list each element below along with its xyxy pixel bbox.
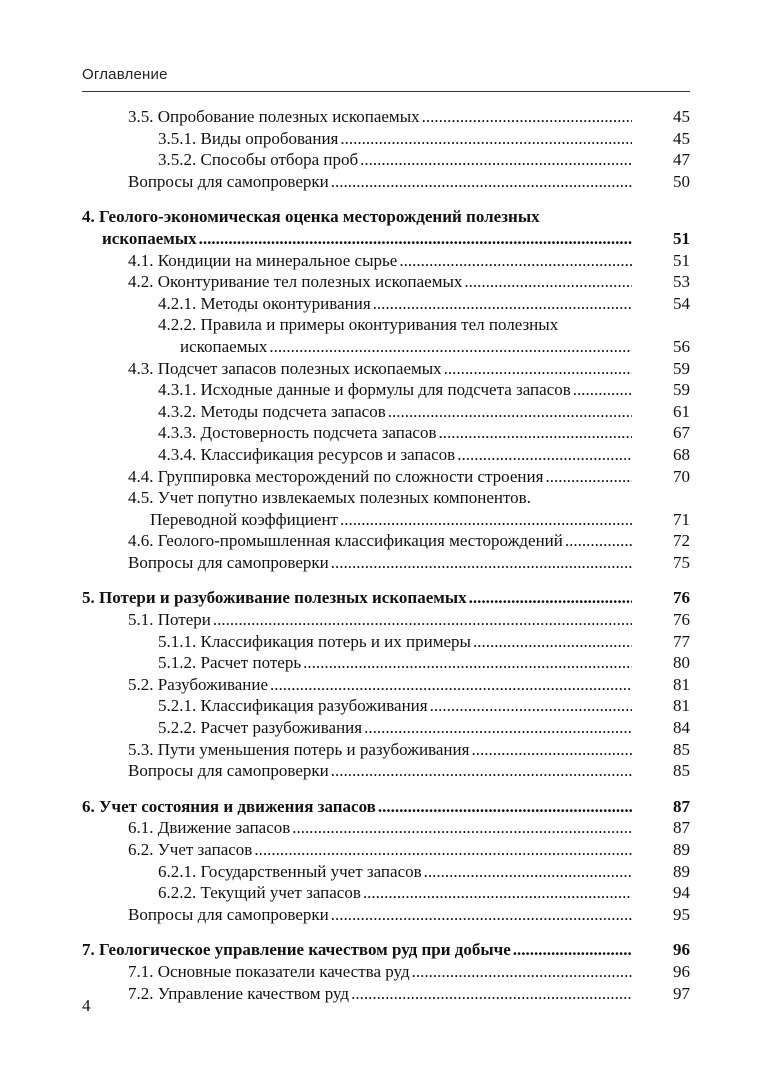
toc-entry[interactable] xyxy=(82,314,690,357)
toc-entry-page: 59 xyxy=(673,358,690,378)
running-header: Оглавление xyxy=(82,66,168,83)
toc-entry-page: 77 xyxy=(673,631,690,651)
toc-entry-title: 6.1. Движение запасов xyxy=(128,818,291,838)
toc-entry-title: 7. Геологическое управление качеством руд при добыче xyxy=(82,940,511,960)
toc-entry[interactable] xyxy=(82,466,690,488)
toc-entry-title: 4.3.1. Исходные данные и формулы для подсчета запасов xyxy=(158,380,571,400)
toc-entry-title: 5.2.1. Классификация разубоживания xyxy=(158,696,428,716)
table-of-contents xyxy=(82,106,690,1004)
dot-leader xyxy=(373,293,632,315)
dot-leader xyxy=(412,961,632,983)
toc-entry[interactable] xyxy=(82,206,690,249)
toc-entry-page: 94 xyxy=(673,883,690,903)
dot-leader xyxy=(378,796,632,818)
toc-entry-title: ископаемых xyxy=(102,228,197,248)
dot-leader xyxy=(270,674,632,696)
header-divider xyxy=(82,91,690,92)
toc-entry[interactable] xyxy=(82,631,690,653)
toc-entry[interactable] xyxy=(82,739,690,761)
toc-entry-title: 5.1.2. Расчет потерь xyxy=(158,653,302,673)
toc-entry[interactable] xyxy=(82,149,690,171)
toc-entry-page: 51 xyxy=(673,250,690,270)
toc-entry[interactable] xyxy=(82,817,690,839)
toc-entry-title: 4.2. Оконтуривание тел полезных ископаемых xyxy=(128,272,463,292)
toc-entry-title: 4.1. Кондиции на минеральное сырье xyxy=(128,250,398,270)
dot-leader xyxy=(545,466,632,488)
dot-leader xyxy=(360,149,632,171)
toc-entry[interactable] xyxy=(82,796,690,818)
toc-entry[interactable] xyxy=(82,695,690,717)
toc-entry-title: 4.3.2. Методы подсчета запасов xyxy=(158,401,386,421)
dot-leader xyxy=(438,422,632,444)
toc-entry-title-line1: 4.5. Учет попутно извлекаемых полезных компонентов. xyxy=(128,488,531,508)
toc-entry-title: 3.5.1. Виды опробования xyxy=(158,128,339,148)
toc-entry[interactable] xyxy=(82,882,690,904)
toc-entry-title: 6.2.2. Текущий учет запасов xyxy=(158,883,361,903)
toc-entry-page: 70 xyxy=(673,466,690,486)
toc-entry-title: 4.2.1. Методы оконтуривания xyxy=(158,293,371,313)
dot-leader xyxy=(444,358,632,380)
dot-leader xyxy=(424,861,632,883)
toc-entry-page: 47 xyxy=(673,150,690,170)
dot-leader xyxy=(471,739,632,761)
toc-entry-page: 59 xyxy=(673,380,690,400)
toc-entry-title: 6.2.1. Государственный учет запасов xyxy=(158,861,422,881)
toc-entry-title: 3.5.2. Способы отбора проб xyxy=(158,150,359,170)
dot-leader xyxy=(292,817,632,839)
toc-entry-page: 54 xyxy=(673,293,690,313)
toc-entry-title: 4.3.4. Классификация ресурсов и запасов xyxy=(158,444,456,464)
toc-entry[interactable] xyxy=(82,983,690,1005)
toc-entry-title-line1: 4. Геолого-экономическая оценка месторождений полезных xyxy=(82,207,540,227)
toc-entry-title: 4.6. Геолого-промышленная классификация месторождений xyxy=(128,531,563,551)
dot-leader xyxy=(399,250,632,272)
toc-entry-title: 5.1.1. Классификация потерь и их примеры xyxy=(158,631,471,651)
toc-entry-title: 6. Учет состояния и движения запасов xyxy=(82,796,376,816)
toc-entry-page: 87 xyxy=(673,796,690,816)
toc-entry-page: 85 xyxy=(673,739,690,759)
dot-leader xyxy=(363,882,632,904)
page-number: 4 xyxy=(82,996,91,1015)
dot-leader xyxy=(513,939,632,961)
toc-entry-title: Вопросы для самопроверки xyxy=(128,904,329,924)
toc-entry-page: 45 xyxy=(673,107,690,126)
toc-entry[interactable] xyxy=(82,552,690,574)
toc-entry[interactable] xyxy=(82,587,690,609)
toc-entry-page: 97 xyxy=(673,983,690,1003)
toc-entry[interactable] xyxy=(82,358,690,380)
toc-entry-title: Вопросы для самопроверки xyxy=(128,171,329,191)
toc-entry-page: 76 xyxy=(673,610,690,630)
toc-entry-page: 68 xyxy=(673,444,690,464)
dot-leader xyxy=(565,530,632,552)
toc-entry-title: 4.4. Группировка месторождений по сложности строения xyxy=(128,466,544,486)
toc-entry-title: 6.2. Учет запасов xyxy=(128,840,253,859)
toc-entry[interactable] xyxy=(82,674,690,696)
toc-entry[interactable] xyxy=(82,128,690,150)
toc-entry-page: 85 xyxy=(673,761,690,781)
dot-leader xyxy=(457,444,632,466)
dot-leader xyxy=(473,631,632,653)
toc-entry-title: 5.2. Разубоживание xyxy=(128,674,269,694)
toc-entry-page: 61 xyxy=(673,401,690,421)
toc-entry-title: ископаемых xyxy=(180,336,268,356)
toc-entry-page: 72 xyxy=(673,531,690,551)
toc-entry-title: 4.3. Подсчет запасов полезных ископаемых xyxy=(128,358,442,378)
toc-entry[interactable] xyxy=(82,487,690,530)
dot-leader xyxy=(351,983,632,1005)
toc-entry-page: 76 xyxy=(673,588,690,608)
toc-entry[interactable] xyxy=(82,609,690,631)
toc-entry-page: 50 xyxy=(673,171,690,191)
toc-entry[interactable] xyxy=(82,271,690,293)
toc-entry[interactable] xyxy=(82,652,690,674)
toc-entry-page: 51 xyxy=(673,228,690,248)
toc-entry[interactable] xyxy=(82,250,690,272)
toc-entry-title: Вопросы для самопроверки xyxy=(128,761,329,781)
toc-entry[interactable] xyxy=(82,293,690,315)
toc-entry-title: 3.5. Опробование полезных ископаемых xyxy=(128,107,420,126)
dot-leader xyxy=(340,509,632,531)
toc-entry-page: 56 xyxy=(673,336,690,356)
dot-leader xyxy=(364,717,632,739)
dot-leader xyxy=(303,652,632,674)
toc-entry[interactable] xyxy=(82,171,690,193)
toc-entry-page: 84 xyxy=(673,718,690,738)
toc-entry-page: 67 xyxy=(673,423,690,443)
dot-leader xyxy=(331,904,632,926)
toc-entry-page: 71 xyxy=(673,509,690,529)
toc-entry-title: 5.3. Пути уменьшения потерь и разубоживания xyxy=(128,739,470,759)
toc-entry-title: 4.3.3. Достоверность подсчета запасов xyxy=(158,423,437,443)
toc-entry-page: 81 xyxy=(673,674,690,694)
dot-leader xyxy=(254,839,632,861)
toc-entry-title-line1: 4.2.2. Правила и примеры оконтуривания тел полезных xyxy=(158,315,559,335)
dot-leader xyxy=(331,171,632,193)
toc-entry-page: 96 xyxy=(673,940,690,960)
toc-entry-title: 5.2.2. Расчет разубоживания xyxy=(158,718,363,738)
toc-entry[interactable] xyxy=(82,530,690,552)
toc-entry-page: 87 xyxy=(673,818,690,838)
toc-entry-title: 5.1. Потери xyxy=(128,610,211,630)
toc-entry[interactable] xyxy=(82,717,690,739)
dot-leader xyxy=(331,760,632,782)
toc-entry[interactable] xyxy=(82,760,690,782)
toc-entry-page: 80 xyxy=(673,653,690,673)
toc-entry[interactable] xyxy=(82,444,690,466)
toc-entry-title: 7.1. Основные показатели качества руд xyxy=(128,961,410,981)
dot-leader xyxy=(269,336,632,358)
dot-leader xyxy=(340,128,632,150)
dot-leader xyxy=(469,587,632,609)
dot-leader xyxy=(464,271,632,293)
dot-leader xyxy=(430,695,632,717)
toc-entry-page: 95 xyxy=(673,904,690,924)
toc-entry[interactable] xyxy=(82,961,690,983)
toc-entry-title: 5. Потери и разубоживание полезных ископаемых xyxy=(82,588,467,608)
toc-entry[interactable] xyxy=(82,861,690,883)
dot-leader xyxy=(388,401,632,423)
toc-entry[interactable] xyxy=(82,939,690,961)
toc-entry-page: 75 xyxy=(673,552,690,572)
toc-entry-page: 45 xyxy=(673,128,690,148)
toc-entry[interactable] xyxy=(82,379,690,401)
dot-leader xyxy=(331,552,632,574)
toc-entry[interactable] xyxy=(82,904,690,926)
toc-entry-page: 53 xyxy=(673,272,690,292)
toc-entry[interactable] xyxy=(82,106,690,128)
toc-entry-page: 89 xyxy=(673,861,690,881)
toc-entry[interactable] xyxy=(82,839,690,861)
dot-leader xyxy=(422,106,632,128)
toc-entry-title: Вопросы для самопроверки xyxy=(128,552,329,572)
dot-leader xyxy=(573,379,632,401)
toc-entry[interactable] xyxy=(82,422,690,444)
dot-leader xyxy=(199,228,632,250)
toc-entry-page: 96 xyxy=(673,961,690,981)
toc-entry-title: Переводной коэффициент xyxy=(150,509,338,529)
dot-leader xyxy=(213,609,632,631)
toc-entry-title: 7.2. Управление качеством руд xyxy=(128,983,350,1003)
toc-entry-page: 81 xyxy=(673,696,690,716)
toc-entry[interactable] xyxy=(82,401,690,423)
toc-entry-page: 89 xyxy=(673,840,690,859)
